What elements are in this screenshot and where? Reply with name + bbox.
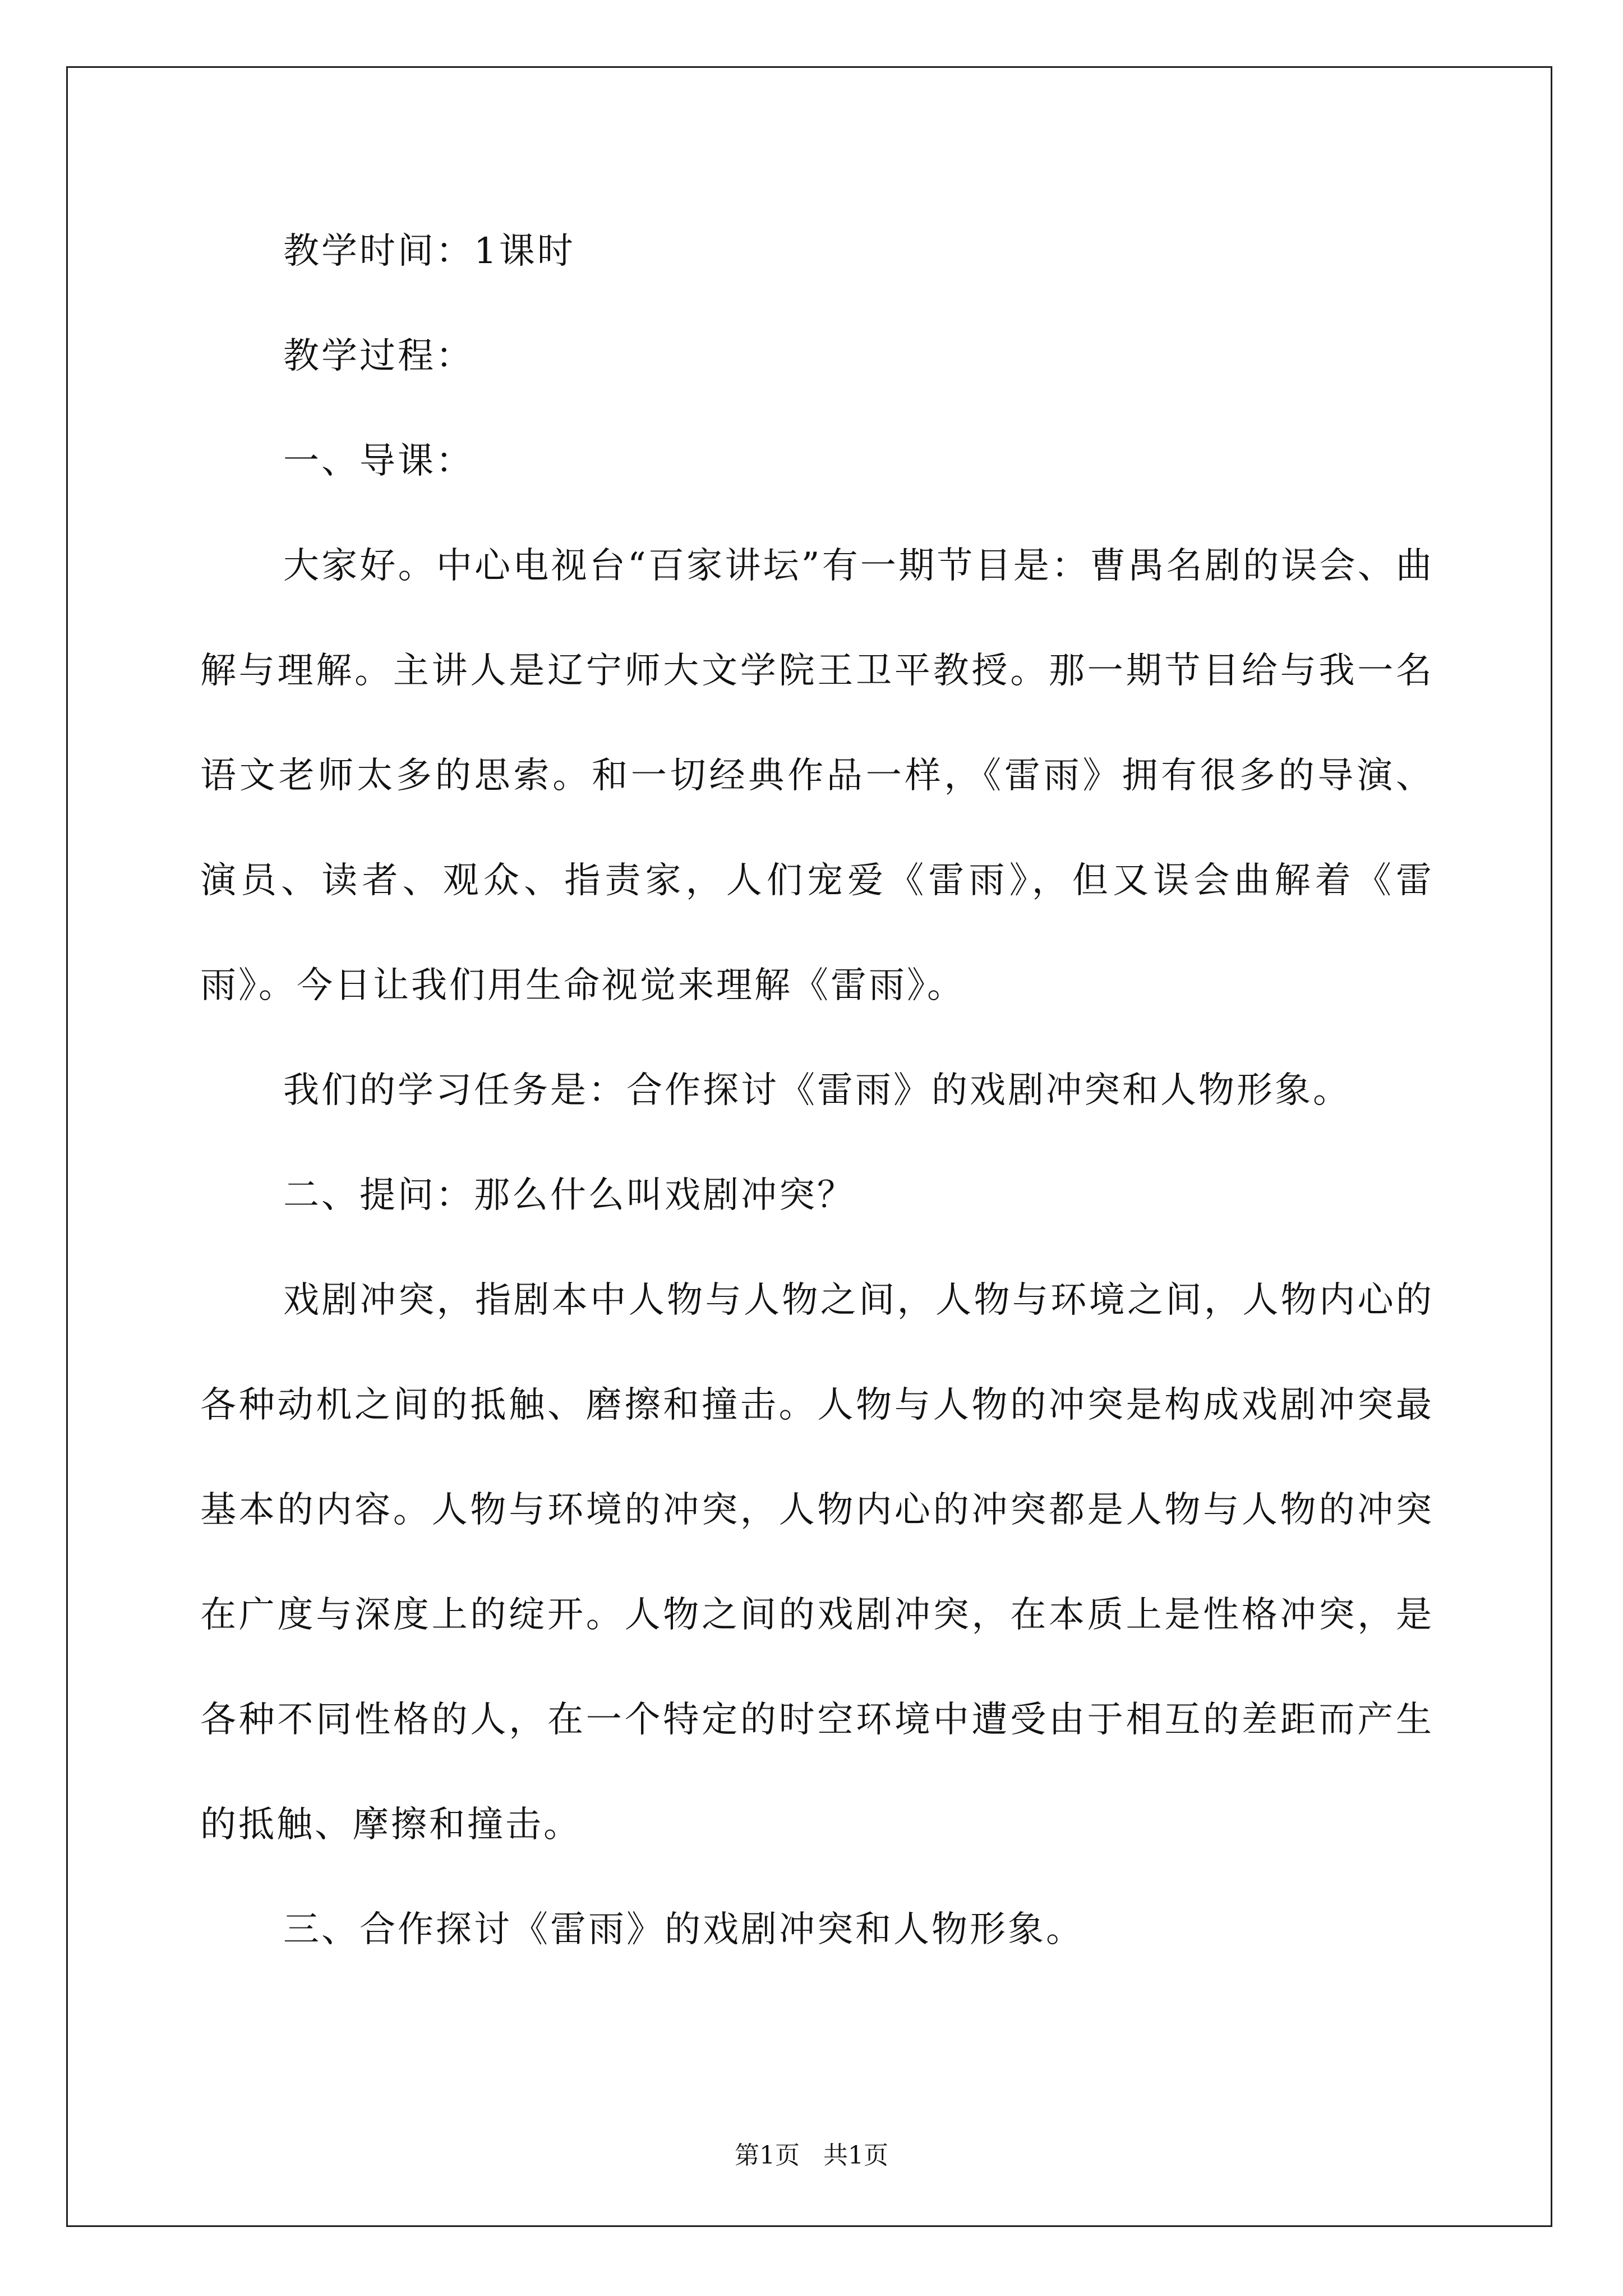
paragraph-section-discussion-heading: 三、合作探讨《雷雨》的戏剧冲突和人物形象。 [283, 1909, 1084, 1950]
paragraph-section-intro-heading: 一、导课： [283, 440, 474, 482]
paragraph-intro-body: 大家好。中心电视台“百家讲坛”有一期节目是：曹禺名剧的误会、曲解与理解。主讲人是辽宁师大文学院王卫平教授。那一期节目给与我一名语文老师太多的思索。和一切经典作品一样，《雷雨》拥有很多的导演、演员、读者、观众、指责家，人们宠爱《雷雨》，但又误会曲解着《雷雨》。今日让我们用生命视觉来理解《雷雨》。 [200, 545, 1434, 1006]
paragraph-teaching-time: 教学时间：1课时 [283, 231, 575, 272]
page-footer [0, 2135, 1623, 2171]
page-number-total: 共1页 [823, 2141, 888, 2170]
page-number-current: 第1页 [735, 2141, 800, 2170]
paragraph-teaching-process: 教学过程： [283, 335, 474, 377]
paragraph-section-question-heading: 二、提问：那么什么叫戏剧冲突？ [283, 1175, 855, 1216]
paragraph-conflict-definition: 戏剧冲突，指剧本中人物与人物之间，人物与环境之间，人物内心的各种动机之间的抵触、磨擦和撞击。人物与人物的冲突是构成戏剧冲突最基本的内容。人物与环境的冲突，人物内心的冲突都是人物与人物的冲突在广度与深度上的绽开。人物之间的戏剧冲突，在本质上是性格冲突，是各种不同性格的人，在一个特定的时空环境中遭受由于相互的差距而产生的抵触、摩擦和撞击。 [200, 1280, 1434, 1846]
paragraph-learning-task: 我们的学习任务是：合作探讨《雷雨》的戏剧冲突和人物形象。 [283, 1070, 1351, 1111]
